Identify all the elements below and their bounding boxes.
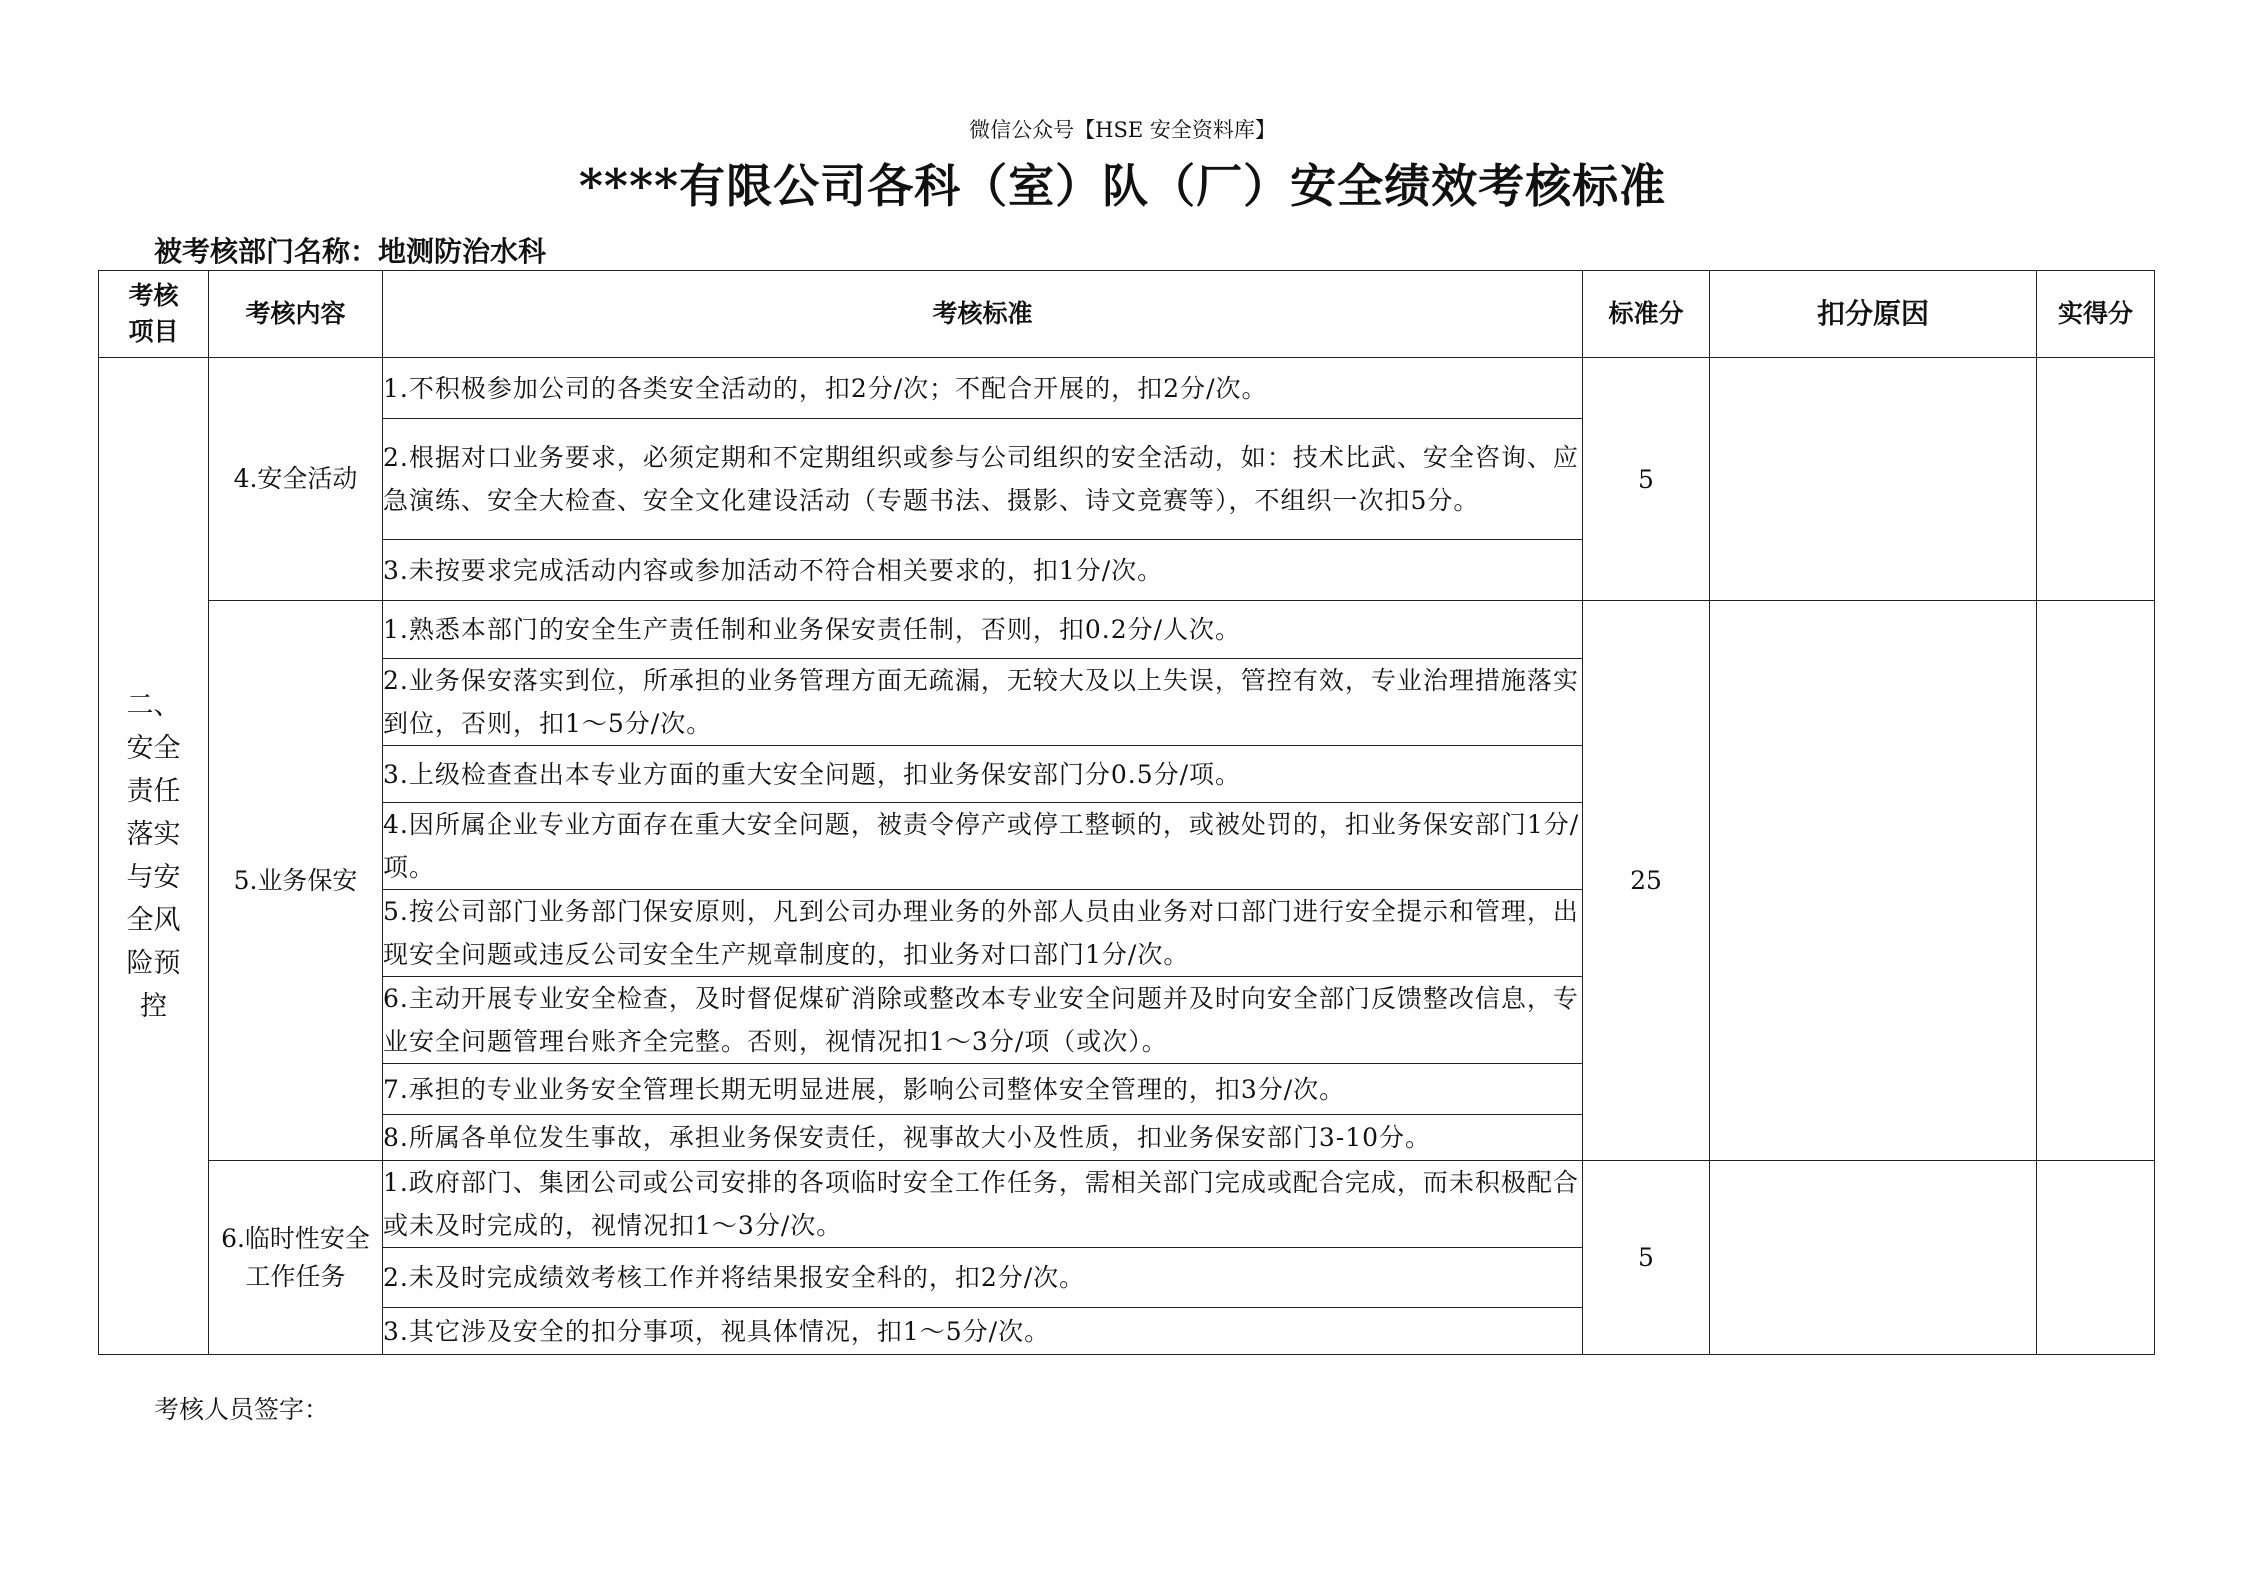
reason-cell[interactable] bbox=[1710, 358, 2037, 601]
actual-score-cell[interactable] bbox=[2037, 601, 2155, 1161]
score-cell: 25 bbox=[1583, 601, 1710, 1161]
criterion-cell: 2.未及时完成绩效考核工作并将结果报安全科的，扣2分/次。 bbox=[383, 1248, 1583, 1308]
criterion-cell: 6.主动开展专业安全检查，及时督促煤矿消除或整改本专业安全问题并及时向安全部门反馈整改信息，专业安全问题管理台账齐全完整。否则，视情况扣1～3分/项（或次）。 bbox=[383, 977, 1583, 1064]
document-title: ****有限公司各科（室）队（厂）安全绩效考核标准 bbox=[578, 159, 1667, 213]
table-row bbox=[99, 358, 2155, 419]
reason-cell[interactable] bbox=[1710, 1161, 2037, 1355]
criterion-cell: 3.其它涉及安全的扣分事项，视具体情况，扣1～5分/次。 bbox=[383, 1308, 1583, 1355]
criterion-cell: 3.未按要求完成活动内容或参加活动不符合相关要求的，扣1分/次。 bbox=[383, 540, 1583, 601]
score-cell: 5 bbox=[1583, 1161, 1710, 1355]
criterion-cell: 1.不积极参加公司的各类安全活动的，扣2分/次；不配合开展的，扣2分/次。 bbox=[383, 358, 1583, 419]
department-name: 被考核部门名称：地测防治水科 bbox=[154, 235, 547, 268]
criterion-cell: 2.业务保安落实到位，所承担的业务管理方面无疏漏，无较大及以上失误，管控有效，专业治理措施落实到位，否则，扣1～5分/次。 bbox=[383, 659, 1583, 746]
criterion-cell: 8.所属各单位发生事故，承担业务保安责任，视事故大小及性质，扣业务保安部门3-10分。 bbox=[383, 1115, 1583, 1161]
criterion-cell: 1.政府部门、集团公司或公司安排的各项临时安全工作任务，需相关部门完成或配合完成，而未积极配合或未及时完成的，视情况扣1～3分/次。 bbox=[383, 1161, 1583, 1248]
header-item: 考核项目 bbox=[99, 271, 209, 358]
criterion-cell: 3.上级检查查出本专业方面的重大安全问题，扣业务保安部门分0.5分/项。 bbox=[383, 746, 1583, 803]
item-cell: 二、安全责任落实与安全风险预控 bbox=[99, 358, 209, 1355]
criterion-cell: 2.根据对口业务要求，必须定期和不定期组织或参与公司组织的安全活动，如：技术比武、安全咨询、应急演练、安全大检查、安全文化建设活动（专题书法、摄影、诗文竞赛等），不组织一次扣5分。 bbox=[383, 419, 1583, 540]
header-standard: 考核标准 bbox=[383, 271, 1583, 358]
header-actual: 实得分 bbox=[2037, 271, 2155, 358]
header-content: 考核内容 bbox=[209, 271, 383, 358]
criterion-cell: 1.熟悉本部门的安全生产责任制和业务保安责任制，否则，扣0.2分/人次。 bbox=[383, 601, 1583, 659]
criterion-cell: 4.因所属企业专业方面存在重大安全问题，被责令停产或停工整顿的，或被处罚的，扣业务保安部门1分/项。 bbox=[383, 803, 1583, 890]
actual-score-cell[interactable] bbox=[2037, 358, 2155, 601]
table-row bbox=[99, 1161, 2155, 1248]
table-row bbox=[99, 601, 2155, 659]
reason-cell[interactable] bbox=[1710, 601, 2037, 1161]
content-cell: 4.安全活动 bbox=[209, 358, 383, 601]
score-cell: 5 bbox=[1583, 358, 1710, 601]
content-cell: 5.业务保安 bbox=[209, 601, 383, 1161]
criterion-cell: 7.承担的专业业务安全管理长期无明显进展，影响公司整体安全管理的，扣3分/次。 bbox=[383, 1064, 1583, 1115]
table-header-row bbox=[99, 271, 2155, 358]
header-score: 标准分 bbox=[1583, 271, 1710, 358]
assessment-table bbox=[98, 270, 2155, 1355]
header-note: 微信公众号【HSE 安全资料库】 bbox=[969, 118, 1276, 142]
header-reason: 扣分原因 bbox=[1710, 271, 2037, 358]
signature-label: 考核人员签字： bbox=[154, 1395, 330, 1424]
actual-score-cell[interactable] bbox=[2037, 1161, 2155, 1355]
criterion-cell: 5.按公司部门业务部门保安原则，凡到公司办理业务的外部人员由业务对口部门进行安全提示和管理，出现安全问题或违反公司安全生产规章制度的，扣业务对口部门1分/次。 bbox=[383, 890, 1583, 977]
content-cell: 6.临时性安全工作任务 bbox=[209, 1161, 383, 1355]
